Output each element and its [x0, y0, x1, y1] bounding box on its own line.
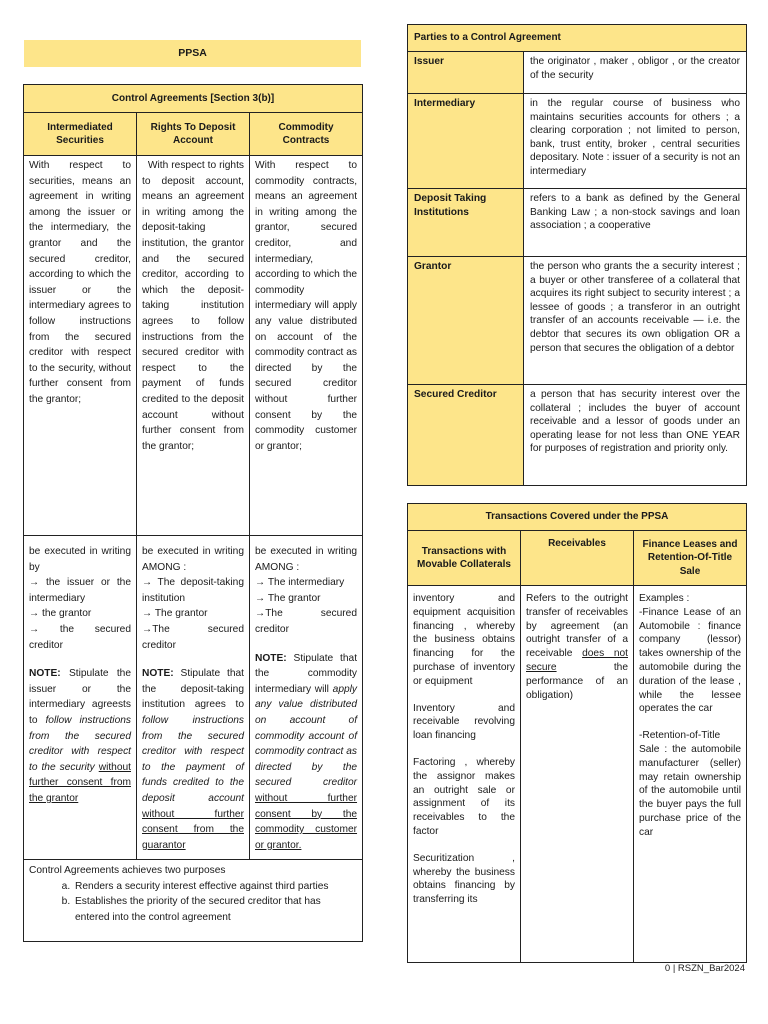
- parties-title: Parties to a Control Agreement: [408, 25, 747, 52]
- party-text-deposit-taking: refers to a bank as defined by the General Banking Law ; a non-stock savings and loan association ; a cooperative: [524, 189, 747, 257]
- note-underlined-text: without further consent by the commodity customer or grantor.: [255, 792, 358, 851]
- movable-collaterals-cell: [408, 586, 521, 963]
- note-italic-text: follow instructions from the secured creditor with respect to the payment of funds credited to the deposit account: [142, 714, 244, 804]
- finance-item: Examples :: [639, 593, 690, 604]
- movable-item: Securitization , whereby the business obtains financing by transferring its: [413, 852, 515, 906]
- control-agreements-table: [23, 84, 363, 942]
- execution-line: → the issuer or the intermediary: [29, 577, 131, 604]
- party-text-grantor: the person who grants the a security interest ; a buyer or other transferee of a collateral that acquires its right subject to security interest ; a lessee of goods ; a transferor in an outright transfer of an accounts receivable — i.e. the debtor that secures its own obligation OR a person that secures the obligation of a debtor: [524, 257, 747, 385]
- definition-intermediated-securities: With respect to securities, means an agreement in writing among the issuer or the intermediary, the grantor and the secured creditor, according to which the issuer or the intermediary agrees to follow instructions from the secured creditor with respect to the security, without further consent from the grantor;: [24, 156, 137, 536]
- note-italic-text: apply any value distributed on account of commodity account of commodity contract as directed by the secured creditor: [255, 683, 358, 789]
- receivables-underlined-text: does not secure: [526, 648, 628, 673]
- note-underlined-text: without further consent from the grantor: [29, 761, 131, 804]
- receivables-definition: [526, 592, 628, 702]
- party-label-grantor: Grantor: [408, 257, 524, 385]
- execution-commodity-contracts: [250, 536, 363, 860]
- note-paragraph: [255, 651, 357, 854]
- execution-rights-to-deposit: [137, 536, 250, 860]
- execution-line: be executed in writing AMONG :: [255, 546, 358, 573]
- column-header-finance-leases: Finance Leases and Retention-Of-Title Sale: [634, 531, 747, 586]
- finance-item: -Finance Lease of an Automobile : finance company (lessor) takes ownership of the automobile during the duration of the lease , while the lessee operates the car: [639, 606, 741, 715]
- transactions-title: Transactions Covered under the PPSA: [408, 504, 747, 531]
- execution-line: → the grantor: [29, 608, 92, 620]
- column-header-commodity-contracts: Commodity Contracts: [250, 113, 363, 156]
- note-text: Stipulate that the deposit-taking institution agrees to: [142, 668, 244, 711]
- execution-line: → The grantor: [142, 608, 208, 620]
- note-label: NOTE:: [142, 668, 174, 680]
- execution-line: → The deposit-taking institution: [142, 577, 244, 604]
- definition-rights-to-deposit: With respect to rights to deposit account, means an agreement in writing among the deposit-taking institution, the grantor and the secured creditor, according to which the deposit-taking institution agrees to follow instructions from the secured creditor with respect to the payment of funds credited to the deposit account without further consent from the grantor;: [137, 156, 250, 536]
- party-text-secured-creditor: a person that has security interest over the collateral ; includes the buyer of account receivable and a lessor of goods under an operating lease for not less than ONE YEAR for purposes of registration and priority only.: [524, 385, 747, 486]
- note-paragraph: [29, 666, 131, 806]
- column-header-movable-collaterals: Transactions with Movable Collaterals: [408, 531, 521, 586]
- purposes-list: [29, 879, 357, 926]
- note-italic-text: follow instructions from the secured creditor with respect to the security: [29, 714, 131, 773]
- party-label-issuer: Issuer: [408, 52, 524, 94]
- finance-leases-cell: [634, 586, 747, 963]
- party-text-issuer: the originator , maker , obligor , or the creator of the security: [524, 52, 747, 94]
- note-paragraph: [142, 666, 244, 853]
- control-purposes-cell: [24, 860, 363, 942]
- note-label: NOTE:: [255, 652, 287, 664]
- purpose-item: a. Renders a security interest effective against third parties: [73, 879, 357, 895]
- execution-line: → The intermediary: [255, 577, 345, 589]
- execution-line: → the secured creditor: [29, 623, 131, 651]
- party-text-intermediary: in the regular course of business who maintains securities accounts for others ; a clearing corporation ; not limited to person, bank, trust entity, broker , central securities depositary. Note : issuer of a security is not an intermediary: [524, 94, 747, 189]
- receivables-cell: [521, 586, 634, 963]
- purposes-intro: Control Agreements achieves two purposes: [29, 865, 226, 877]
- note-label: NOTE:: [29, 668, 61, 680]
- party-label-intermediary: Intermediary: [408, 94, 524, 189]
- finance-item: -Retention-of-Title Sale : the automobile manufacturer (seller) may retain ownership of the automobile until the buyer pays the full purchase price of the car: [639, 730, 741, 838]
- column-header-rights-to-deposit: Rights To Deposit Account: [137, 113, 250, 156]
- page-footer: 0 | RSZN_Bar2024: [664, 963, 745, 974]
- party-label-secured-creditor: Secured Creditor: [408, 385, 524, 486]
- execution-line: be executed in writing by: [29, 546, 131, 573]
- movable-item: Factoring , whereby the assignor makes an outright sale or assignment of its receivables to the factor: [413, 756, 515, 837]
- note-underlined-text: without further consent from the guarantor: [142, 808, 244, 851]
- note-text: Stipulate the issuer or the intermediary agreests to: [29, 668, 131, 726]
- column-header-receivables: Receivables: [521, 531, 634, 586]
- execution-line: →The secured creditor: [142, 623, 244, 651]
- transactions-table: [407, 503, 747, 963]
- execution-intermediated-securities: [24, 536, 137, 860]
- execution-line: → The grantor: [255, 592, 321, 604]
- definition-commodity-contracts: With respect to commodity contracts, means an agreement in writing among the grantor, secured creditor, and intermediary, according to which the commodity intermediary will apply any value distributed on account of the commodity contract as directed by the secured creditor without further consent by the commodity customer or grantor;: [250, 156, 363, 536]
- party-label-deposit-taking: Deposit Taking Institutions: [408, 189, 524, 257]
- execution-line: →The secured creditor: [255, 608, 358, 635]
- note-text: Stipulate that the commodity intermediary will: [255, 652, 358, 695]
- ppsa-title: PPSA: [24, 40, 361, 67]
- purpose-item: b. Establishes the priority of the secured creditor that has entered into the control agreement: [73, 894, 357, 925]
- movable-item: inventory and equipment acquisition financing , whereby the business obtains financing for the purchase of inventory or equipment: [413, 593, 515, 687]
- control-agreements-title: Control Agreements [Section 3(b)]: [24, 85, 363, 113]
- receivables-text: Refers to the outright transfer of receivables by agreement (an outright transfer of a receivable: [526, 593, 628, 660]
- movable-item: Inventory and receivable revolving loan financing: [413, 702, 515, 742]
- execution-line: be executed in writing AMONG :: [142, 546, 244, 573]
- receivables-text-end: the performance of an obligation): [526, 661, 628, 701]
- parties-table: [407, 24, 747, 486]
- column-header-intermediated-securities: Intermediated Securities: [24, 113, 137, 156]
